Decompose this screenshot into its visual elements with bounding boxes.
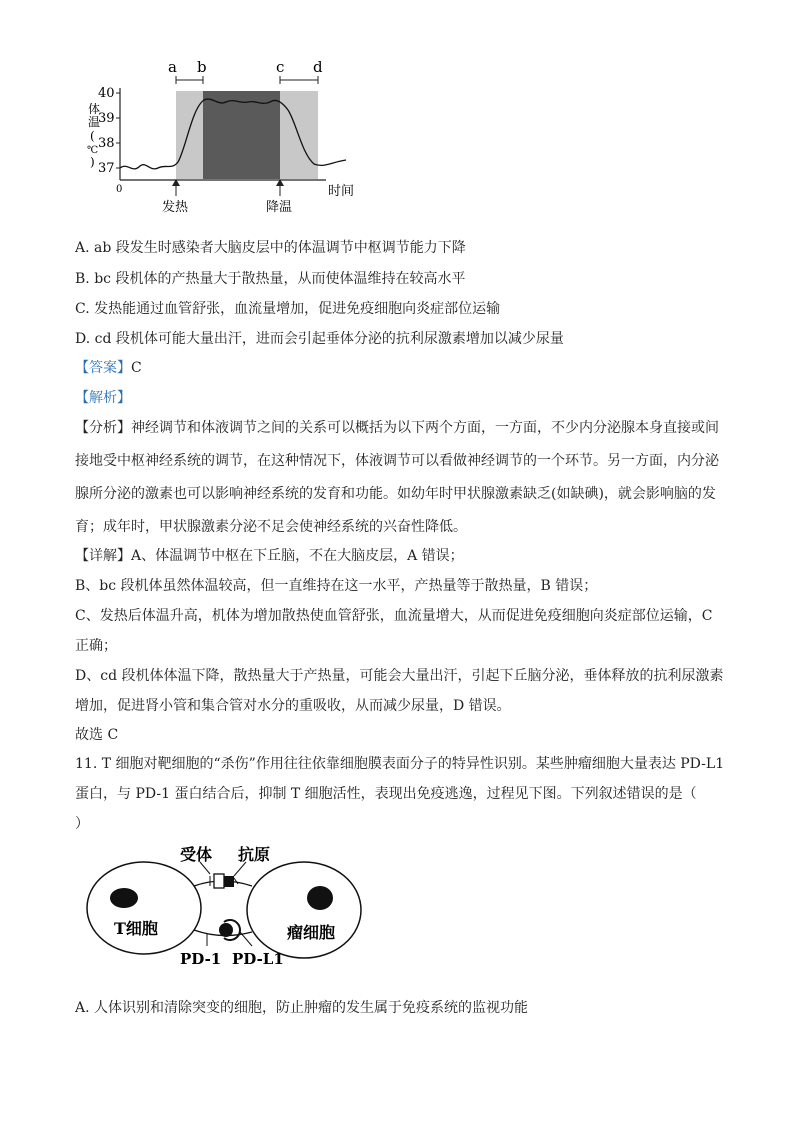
receptor-shape (214, 874, 224, 888)
analysis-tag: 【解析】 (75, 390, 131, 406)
detail-line-1: 【详解】A、体温调节中枢在下丘脑，不在大脑皮层，A 错误； (75, 548, 464, 564)
temperature-chart (80, 58, 380, 218)
q11-stem-1: 11. T 细胞对靶细胞的“杀伤”作用往往依靠细胞膜表面分子的特异性识别。某些肿瘤细胞大量表达 PD-L1 (75, 756, 725, 772)
x-axis-label: 时间 (328, 184, 355, 199)
q10-option-d: D. cd 段机体可能大量出汗，进而会引起垂体分泌的抗利尿激素增加以减少尿量 (75, 331, 564, 347)
pdl1-shape (219, 923, 233, 937)
label-c: c (276, 58, 285, 76)
region-ab (176, 91, 203, 179)
detail-line-4: 正确； (75, 638, 117, 654)
label-a: a (168, 58, 177, 76)
fenxi-line-2: 接地受中枢神经系统的调节，在这种情况下，体液调节可以看做神经调节的一个环节。另一方面，内分泌 (75, 453, 719, 469)
label-d: d (313, 58, 323, 76)
region-bc (203, 91, 280, 179)
t-cell-label: T细胞 (114, 919, 158, 938)
detail-line-6: 增加，促进肾小管和集合管对水分的重吸收，从而减少尿量，D 错误。 (75, 698, 511, 714)
answer-value: C (131, 360, 142, 376)
fenxi-line-1 (75, 418, 719, 438)
y-tick-37: 37 (98, 161, 115, 176)
y-tick-40: 40 (98, 86, 115, 101)
answer-tag: 【答案】 (75, 360, 131, 376)
conclusion-line: 故选 C (75, 727, 119, 743)
detail-line-2: B、bc 段机体虽然体温较高，但一直维持在这一水平，产热量等于散热量，B 错误； (75, 578, 598, 594)
origin-label: 0 (116, 184, 123, 195)
fenxi-line-4: 育；成年时，甲状腺激素分泌不足会使神经系统的兴奋性降低。 (75, 519, 467, 535)
y-label-char-2: 温 (88, 115, 101, 129)
y-label-char-5: ) (90, 155, 95, 169)
fenxi-line-3: 腺所分泌的激素也可以影响神经系统的发育和功能。如幼年时甲状腺激素缺乏(如缺碘)，就会影响脑的发 (75, 486, 716, 502)
antigen-shape (224, 876, 234, 887)
marker-cool: 降温 (266, 200, 293, 215)
pdl1-label: PD-L1 (232, 950, 284, 968)
answer-line (75, 358, 142, 378)
y-tick-38: 38 (98, 136, 115, 151)
t-cell-nucleus (110, 888, 138, 908)
marker-fever: 发热 (162, 200, 189, 215)
q11-stem-2: 蛋白，与 PD-1 蛋白结合后，抑制 T 细胞活性，表现出免疫逃逸，过程见下图。下列叙述错误的是（ (75, 786, 697, 802)
q10-option-b: B. bc 段机体的产热量大于散热量，从而使体温维持在较高水平 (75, 271, 466, 287)
label-b: b (197, 58, 207, 76)
fenxi-tag: 【分析】 (75, 420, 131, 436)
y-label-char-4: ℃ (87, 145, 99, 156)
q11-stem-3: ） (75, 816, 89, 832)
receptor-label: 受体 (180, 845, 213, 864)
detail-line-3: C、发热后体温升高，机体为增加散热使血管舒张，血流量增大，从而促进免疫细胞向炎症部位运输，C (75, 608, 713, 624)
tumor-cell-nucleus (307, 886, 333, 910)
fenxi-text-1: 神经调节和体液调节之间的关系可以概括为以下两个方面，一方面，不少内分泌腺本身直接或间 (131, 420, 719, 436)
cell-diagram (82, 842, 372, 972)
y-label-char-3: ( (90, 129, 95, 143)
t-cell (87, 862, 201, 954)
antigen-label: 抗原 (238, 845, 271, 864)
tumor-cell (247, 862, 361, 958)
tumor-cell-label: 瘤细胞 (287, 923, 336, 942)
detail-line-5: D、cd 段机体体温下降，散热量大于产热量，可能会大量出汗，引起下丘脑分泌，垂体释放的抗利尿激素 (75, 668, 724, 684)
y-label-char-1: 体 (88, 102, 101, 116)
q10-option-a: A. ab 段发生时感染者大脑皮层中的体温调节中枢调节能力下降 (75, 240, 466, 256)
q10-option-c: C. 发热能通过血管舒张，血流量增加，促进免疫细胞向炎症部位运输 (75, 301, 501, 317)
y-tick-39: 39 (98, 111, 115, 126)
pd1-label: PD-1 (180, 950, 222, 968)
q11-option-a: A. 人体识别和清除突变的细胞，防止肿瘤的发生属于免疫系统的监视功能 (75, 1000, 529, 1016)
